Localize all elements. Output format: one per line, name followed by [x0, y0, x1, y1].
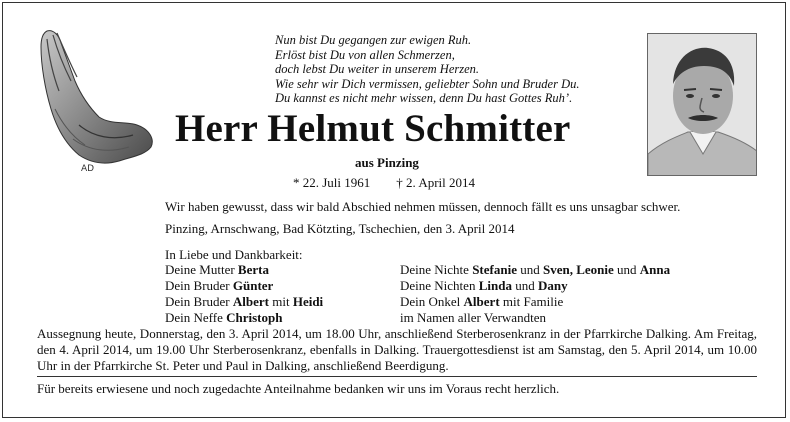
connector: mit — [268, 294, 293, 309]
mourner-name: Berta — [237, 262, 269, 277]
mourner-row — [165, 262, 323, 278]
poem-line: Erlöst bist Du von allen Schmerzen, — [275, 47, 455, 62]
relation: im Namen aller Verwandten — [400, 310, 546, 325]
portrait-photo — [647, 33, 757, 176]
connector: mit Familie — [499, 294, 564, 309]
mourner-name: Günter — [232, 278, 274, 293]
mourner-row — [400, 294, 670, 310]
relation: Deine Nichte — [400, 262, 473, 277]
connector: und — [511, 278, 538, 293]
mourner-row — [400, 310, 670, 326]
memorial-poem — [275, 33, 645, 106]
funeral-details: Aussegnung heute, Donnerstag, den 3. April 2014, um 18.00 Uhr, anschließend Sterberosenkranz in der Pfarrkirche Dalking. Am Freitag, den 4. April 2014, um 19.00 Uhr Sterberosenkranz, ebenfalls in Dalking. Trauergottesdienst ist am Samstag, den 5. April 2014, um 10.00 Uhr in der Pfarrkirche St. Peter und Paul in Dalking, anschließend Beerdigung. — [37, 326, 757, 373]
intro-text: Wir haben gewusst, dass wir bald Abschied nehmen müssen, dennoch fällt es uns unsagbar schwer. — [165, 199, 681, 214]
poem-line: Du kannst es nicht mehr wissen, denn Du hast Gottes Ruh’. — [275, 91, 573, 105]
relation: Dein Neffe — [165, 310, 227, 325]
praying-hands-icon — [33, 29, 158, 174]
birth-date: * 22. Juli 1961 — [293, 175, 371, 190]
relation: Dein Bruder — [165, 294, 233, 309]
obituary-notice — [2, 2, 786, 418]
mourners-heading: In Liebe und Dankbarkeit: — [165, 247, 303, 262]
mourner-name: Heidi — [292, 294, 324, 309]
origin: aus Pinzing — [355, 155, 419, 170]
poem-line: Wie sehr wir Dich vermissen, geliebter Sohn und Bruder Du. — [275, 76, 580, 91]
connector: und — [613, 262, 640, 277]
mourner-row — [400, 278, 670, 294]
relation: Deine Mutter — [165, 262, 238, 277]
mourner-row — [400, 262, 670, 278]
mourner-name: Christoph — [226, 310, 283, 325]
poem-line: Nun bist Du gegangen zur ewigen Ruh. — [275, 33, 472, 47]
divider — [37, 376, 757, 377]
connector: und — [516, 262, 543, 277]
mourners-left — [165, 262, 323, 326]
death-date: † 2. April 2014 — [396, 175, 476, 190]
mourner-name: Albert — [232, 294, 269, 309]
life-dates — [293, 175, 475, 191]
mourner-name: Albert — [463, 294, 500, 309]
mourner-name: Dany — [537, 278, 568, 293]
mourner-name: Stefanie — [472, 262, 517, 277]
place-date-line: Pinzing, Arnschwang, Bad Kötzting, Tschechien, den 3. April 2014 — [165, 221, 515, 236]
relation: Dein Bruder — [165, 278, 233, 293]
mourner-name: Sven, Leonie — [542, 262, 614, 277]
svg-text:AD: AD — [81, 164, 95, 174]
deceased-name: Herr Helmut Schmitter — [175, 107, 571, 150]
relation: Dein Onkel — [400, 294, 464, 309]
thanks-line: Für bereits erwiesene und noch zugedachte Anteilnahme bedanken wir uns im Voraus recht herzlich. — [37, 381, 560, 396]
poem-line: doch lebst Du weiter in unserem Herzen. — [275, 62, 480, 76]
mourner-row — [165, 278, 323, 294]
mourner-name: Anna — [639, 262, 671, 277]
relation: Deine Nichten — [400, 278, 479, 293]
mourners-right — [400, 262, 670, 326]
mourner-name: Linda — [478, 278, 512, 293]
mourner-row — [165, 310, 323, 326]
mourner-row — [165, 294, 323, 310]
